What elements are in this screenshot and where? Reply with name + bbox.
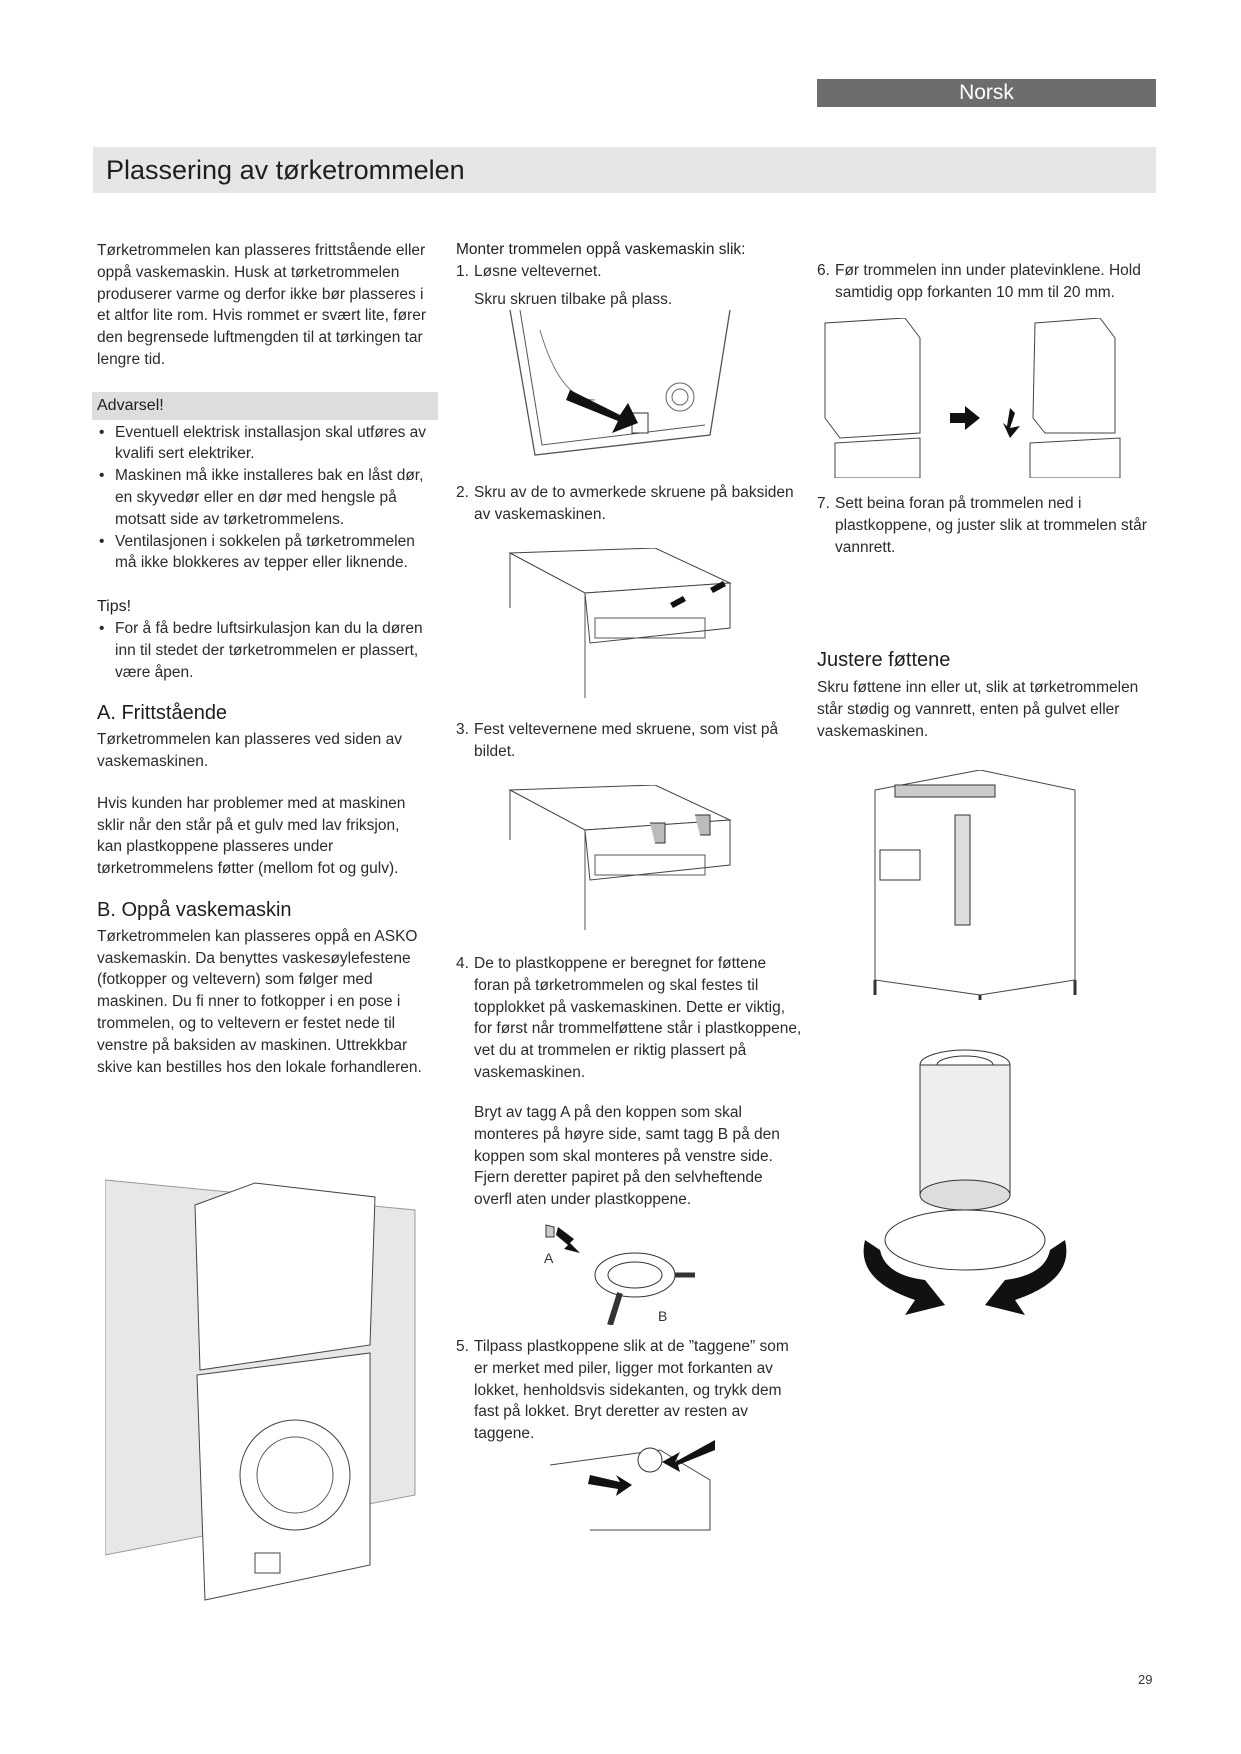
- illustration-level: [870, 770, 1080, 1000]
- step-number: 1.: [456, 262, 469, 280]
- step-number: 3.: [456, 721, 469, 738]
- illustration-cup-tags: [540, 1215, 710, 1325]
- warning-item: • Maskinen må ikke installeres bak en låst dør, en skyvedør eller en dør med hengsle på motsatt side av tørketrommelens.: [97, 465, 427, 530]
- illustration-stacked-machines: [105, 1175, 425, 1605]
- tips-list: [97, 618, 427, 683]
- intro-text: Tørketrommelen kan plasseres frittstående eller oppå vaskemaskin. Husk at tørketrommelen produserer varme og derfor ikke bør plasseres i et altfor lite rom. Hvis rommet er svært lite, fører den begrensede luftmengden til at tørkingen tar lengre tid.: [97, 242, 426, 368]
- step-1-sub: Skru skruen tilbake på plass.: [474, 290, 673, 308]
- section-a-text-2: Hvis kunden har problemer med at maskinen sklir når den står på et gulv med lav friksjon, kan plastkoppene plasseres under tørketrommelens føtter (mellom fot og gulv).: [97, 794, 406, 878]
- warning-heading: Advarsel!: [92, 392, 438, 420]
- feet-heading: Justere føttene: [817, 649, 951, 671]
- illustration-adjustable-foot: [845, 1040, 1085, 1320]
- section-b-heading: B. Oppå vaskemaskin: [97, 898, 292, 921]
- section-a-heading: A. Frittstående: [97, 702, 228, 725]
- step-1: [456, 261, 786, 283]
- step-number: 5.: [456, 1338, 469, 1355]
- step-7: [817, 493, 1155, 558]
- page-number: 29: [1138, 1672, 1153, 1687]
- arrow-icon: [1003, 408, 1020, 438]
- step-6: [817, 260, 1157, 304]
- tips-item: • For å få bedre luftsirkulasjon kan du la døren inn til stedet der tørketrommelen er plassert, være åpen.: [97, 618, 427, 683]
- illustration-step-3: [505, 785, 735, 935]
- illustration-step-1: [500, 305, 740, 470]
- warning-item: • Ventilasjonen i sokkelen på tørketrommelen må ikke blokkeres av tepper eller liknende.: [97, 531, 427, 575]
- label-b: B: [658, 1308, 668, 1324]
- step-number: 2.: [456, 484, 469, 501]
- language-tab: Norsk: [817, 79, 1156, 107]
- step-4-extra: Bryt av tagg A på den koppen som skal monteres på høyre side, samt tagg B på den koppen som skal monteres på venstre side. Fjern deretter papiret på den selvheftende overfl aten under plastkoppene.: [474, 1104, 780, 1209]
- illustration-step-6: [815, 318, 1145, 478]
- mount-heading: Monter trommelen oppå vaskemaskin slik:: [456, 241, 746, 258]
- illustration-step-5: [550, 1440, 720, 1540]
- step-2: [456, 482, 804, 526]
- tips-heading: Tips!: [97, 598, 132, 616]
- section-b-text: Tørketrommelen kan plasseres oppå en ASKO vaskemaskin. Da benyttes vaskesøylefestene (fotkopper og veltevern) som følger med maskinen. Du fi nner to fotkopper i en pose i trommelen, og to veltevern er festet nede til venstre på baksiden av maskinen. Uttrekkbar skive kan bestilles hos den lokale forhandleren.: [97, 927, 422, 1076]
- step-5: [456, 1336, 804, 1445]
- arrow-icon: [556, 1227, 580, 1253]
- step-text: Sett beina foran på trommelen ned i plastkoppene, og juster slik at trommelen står vannrett.: [835, 495, 1147, 556]
- step-text: Før trommelen inn under platevinklene. Hold samtidig opp forkanten 10 mm til 20 mm.: [835, 262, 1141, 301]
- arrow-icon: [566, 390, 638, 433]
- step-number: 4.: [456, 955, 469, 972]
- column-middle: [456, 239, 802, 1443]
- arrow-icon: [588, 1475, 632, 1496]
- step-text: De to plastkoppene er beregnet for føttene foran på tørketrommelen og skal festes til topplokket på vaskemaskinen. Dette er viktig, for først når trommelføttene står i plastkoppene, vet du at trommelen er riktig plassert på vaskemaskinen.: [474, 955, 802, 1081]
- step-text: Tilpass plastkoppene slik at de ”taggene” som er merket med piler, ligger mot forkanten av lokket, henholdsvis sidekanten, og trykk dem fast på lokket. Bryt deretter av resten av taggene.: [474, 1338, 789, 1443]
- column-left: [97, 240, 427, 1078]
- step-text: Skru av de to avmerkede skruene på baksiden av vaskemaskinen.: [474, 484, 794, 523]
- warning-item: • Eventuell elektrisk installasjon skal utføres av kvalifi sert elektriker.: [97, 422, 427, 466]
- step-number: 6.: [817, 262, 830, 279]
- step-4: [456, 953, 804, 1084]
- arrow-icon: [950, 406, 980, 430]
- step-3: [456, 719, 804, 763]
- section-a-text: Tørketrommelen kan plasseres ved siden av vaskemaskinen.: [97, 731, 402, 770]
- column-right: [817, 260, 1157, 740]
- step-text: Løsne veltevernet.: [474, 262, 602, 280]
- page-title: Plassering av tørketrommelen: [93, 147, 1156, 193]
- label-a: A: [544, 1250, 554, 1266]
- step-number: 7.: [817, 495, 830, 512]
- illustration-step-2: [505, 548, 735, 703]
- feet-text: Skru føttene inn eller ut, slik at tørketrommelen står stødig og vannrett, enten på gulvet eller vaskemaskinen.: [817, 679, 1139, 740]
- warning-list: [97, 422, 427, 575]
- step-text: Fest veltevernene med skruene, som vist på bildet.: [474, 721, 779, 760]
